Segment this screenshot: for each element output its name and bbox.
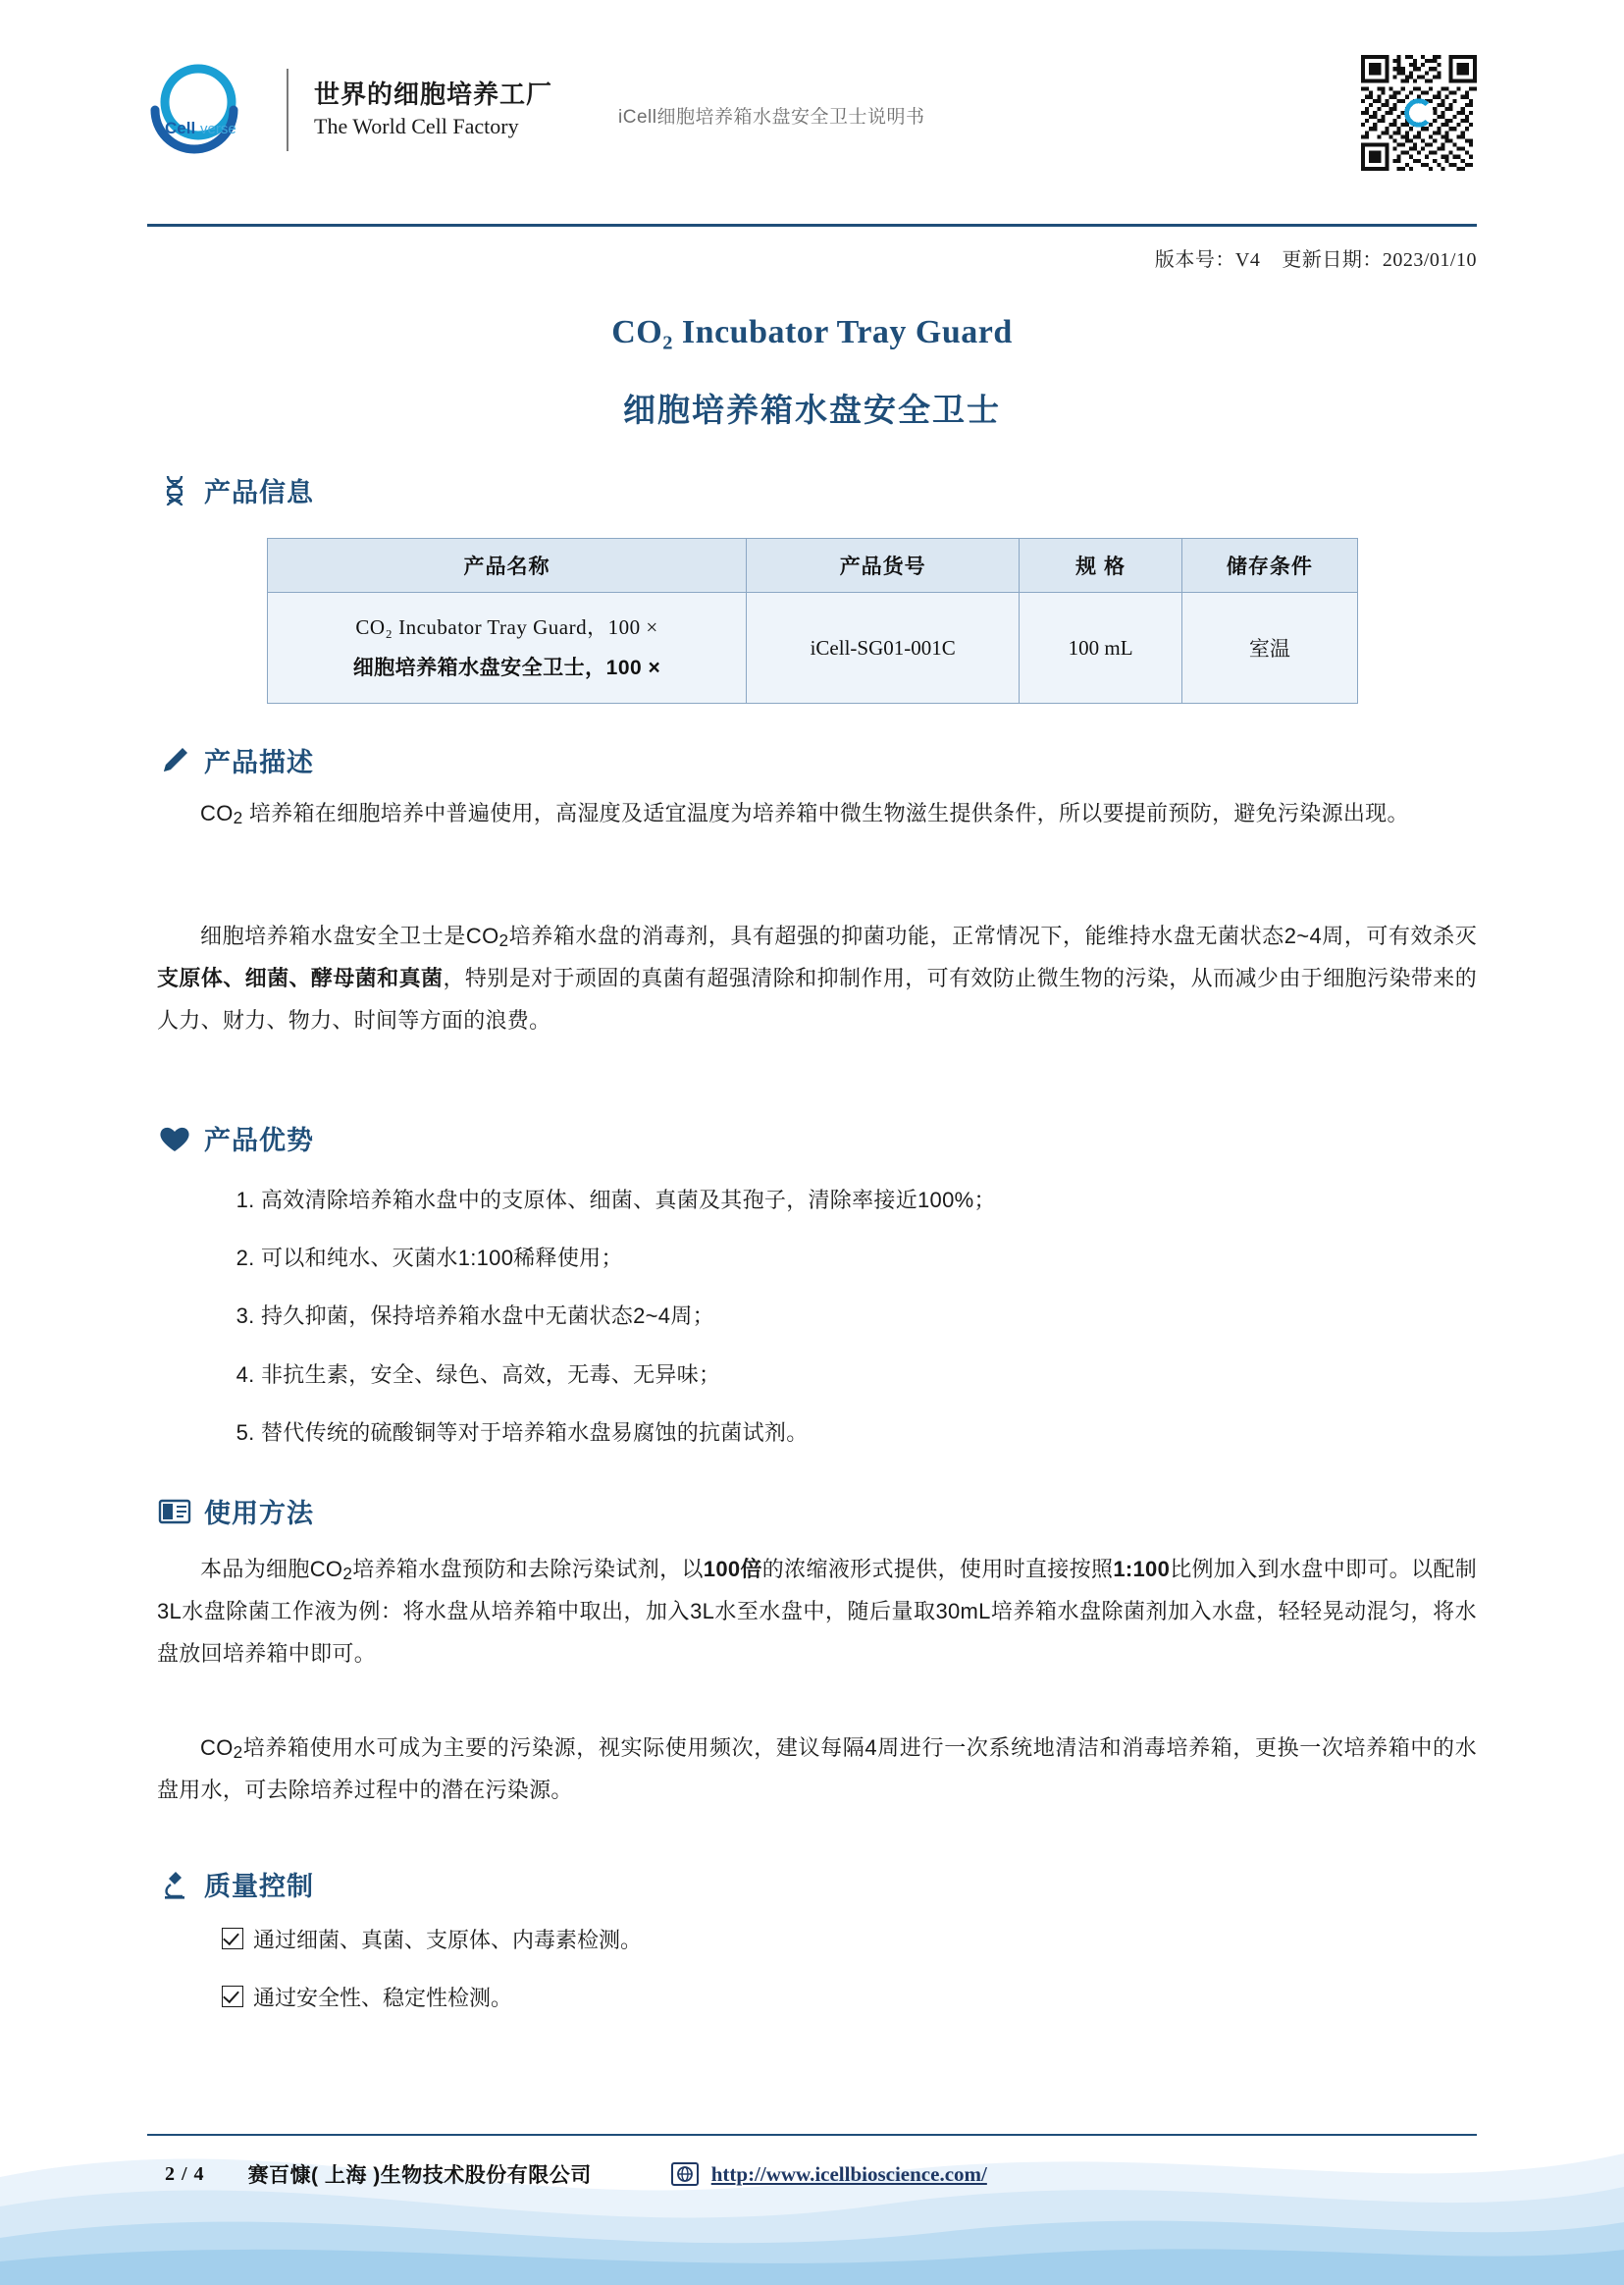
logo-divider [287,69,288,151]
svg-text:verse: verse [200,121,236,137]
header-document-title: iCell细胞培养箱水盘安全卫士说明书 [618,107,925,128]
page-title-en: CO₂ Incubator Tray Guard [611,314,1013,350]
desc-p2-sub: 2 [498,930,509,951]
table-row [268,593,1358,704]
usage-p1-d: 比例加入到水盘中即可。以配制3L水盘除菌工作液为例：将水盘从培养箱中取出，加入3L水至水盘中，随后量取30mL培养箱水盘除菌剂加入水盘，轻轻晃动混匀，将水盘放回培养箱中即可。 [157,1557,1477,1666]
cell-product-name-en: CO₂ Incubator Tray Guard，100 × [355,615,658,639]
table-header-storage: 储存条件 [1181,539,1357,593]
svg-text:Cell: Cell [165,119,196,137]
usage-p1-a: 本品为细胞CO [200,1557,343,1581]
version-label: 版本号： [1154,249,1235,271]
checkbox-checked-icon [222,1928,243,1949]
dna-icon [157,473,192,508]
qr-code-icon [1361,55,1477,171]
usage-paragraph-2 [157,1727,1477,1812]
pencil-icon [157,743,192,778]
section-title-product-info: 产品信息 [204,478,314,507]
usage-p1-c: 的浓缩液形式提供，使用时直接按照 [761,1557,1114,1581]
brand-logo [147,63,552,157]
usage-p1-b: 培养箱水盘预防和去除污染试剂，以 [352,1557,704,1581]
list-item [222,1982,1399,2014]
table-header-specification: 规 格 [1020,539,1181,593]
book-icon [157,1494,192,1529]
section-title-quality: 质量控制 [204,1872,314,1901]
usage-p2-b: 培养箱使用水可成为主要的污染源，视实际使用频次，建议每隔4周进行一次系统地清洁和消毒培养箱，更换一次培养箱中的水盘用水，可去除培养过程中的潜在污染源。 [157,1735,1477,1802]
desc-p1-a: CO [200,801,234,825]
description-paragraph-1 [157,793,1477,835]
footer-divider [147,2134,1477,2137]
company-name: 赛百慷( 上海 )生物技术股份有限公司 [247,2164,592,2187]
cell-storage: 室温 [1181,593,1357,704]
brand-name-cn: 世界的细胞培养工厂 [314,80,553,110]
list-item: 3. 持久抑菌，保持培养箱水盘中无菌状态2~4周； [261,1299,1517,1333]
table-header-catalog-number: 产品货号 [747,539,1020,593]
usage-p2-a: CO [200,1735,234,1760]
cellverse-logo-icon [147,63,273,157]
cell-product-name [268,593,747,704]
cell-catalog-number: iCell-SG01-001C [747,593,1020,704]
section-heading-quality [157,1865,314,1903]
desc-p2-b: 培养箱水盘的消毒剂，具有超强的抑菌功能，正常情况下，能维持水盘无菌状态2~4周，可有效杀灭 [508,924,1478,948]
microscope-icon [157,1867,192,1902]
usage-p2-sub: 2 [233,1742,243,1763]
usage-paragraph-1 [157,1549,1477,1675]
website-url-text: http://www.icellbioscience.com/ [710,2161,987,2186]
desc-p2-c: ，特别是对于顽固的真菌有超强清除和抑制作用，可有效防止微生物的污染，从而减少由于细胞污染带来的人力、财力、物力、时间等方面的浪费。 [157,965,1478,1033]
desc-p1-b: 培养箱在细胞培养中普遍使用，高湿度及适宜温度为培养箱中微生物滋生提供条件，所以要提前预防，避免污染源出现。 [242,801,1409,825]
quality-item-text: 通过安全性、稳定性检测。 [253,1986,513,2010]
quality-control-list [222,1924,1399,2040]
usage-p1-sub: 2 [342,1564,353,1584]
section-title-description: 产品描述 [204,748,314,777]
usage-p1-bold2: 1:100 [1113,1557,1171,1581]
usage-p1-bold1: 100倍 [703,1557,762,1581]
section-title-advantages: 产品优势 [204,1126,314,1155]
list-item: 1. 高效清除培养箱水盘中的支原体、细菌、真菌及其孢子，清除率接近100%； [261,1183,1517,1217]
table-header-product-name: 产品名称 [268,539,747,593]
list-item: 5. 替代传统的硫酸铜等对于培养箱水盘易腐蚀的抗菌试剂。 [261,1415,1517,1450]
description-paragraph-2 [157,916,1477,1042]
desc-p1-sub: 2 [233,808,243,828]
cell-product-name-cn: 细胞培养箱水盘安全卫士，100 × [352,657,661,679]
section-heading-usage [157,1492,314,1530]
brand-name-en: The World Cell Factory [314,114,519,139]
version-info [1155,243,1477,272]
globe-icon [670,2161,700,2187]
cell-specification: 100 mL [1020,593,1181,704]
list-item: 4. 非抗生素，安全、绿色、高效，无毒、无异味； [261,1357,1517,1392]
heart-icon [157,1121,192,1156]
section-title-usage: 使用方法 [204,1499,314,1528]
desc-p2-a: 细胞培养箱水盘安全卫士是CO [200,924,499,948]
page-number: 2 / 4 [165,2162,205,2185]
section-heading-product-info [157,471,314,509]
page-header [147,55,1477,192]
section-heading-advantages [157,1119,314,1157]
section-heading-description [157,741,314,779]
checkbox-checked-icon [222,1986,243,2007]
desc-p2-bold: 支原体、细菌、酵母菌和真菌 [157,965,444,990]
update-date-value: 2023/01/10 [1382,249,1477,271]
page-title-cn: 细胞培养箱水盘安全卫士 [623,392,1001,428]
update-date-label: 更新日期： [1282,249,1383,271]
table-header-row [268,539,1358,593]
list-item [222,1924,1399,1956]
header-divider [147,224,1477,227]
list-item: 2. 可以和纯水、灭菌水1:100稀释使用； [261,1241,1517,1275]
version-value: V4 [1234,249,1261,271]
quality-item-text: 通过细菌、真菌、支原体、内毒素检测。 [253,1928,643,1952]
page-footer [165,2159,1477,2189]
advantages-list [218,1183,1517,1473]
website-link[interactable] [670,2161,987,2187]
product-info-table [267,538,1358,704]
